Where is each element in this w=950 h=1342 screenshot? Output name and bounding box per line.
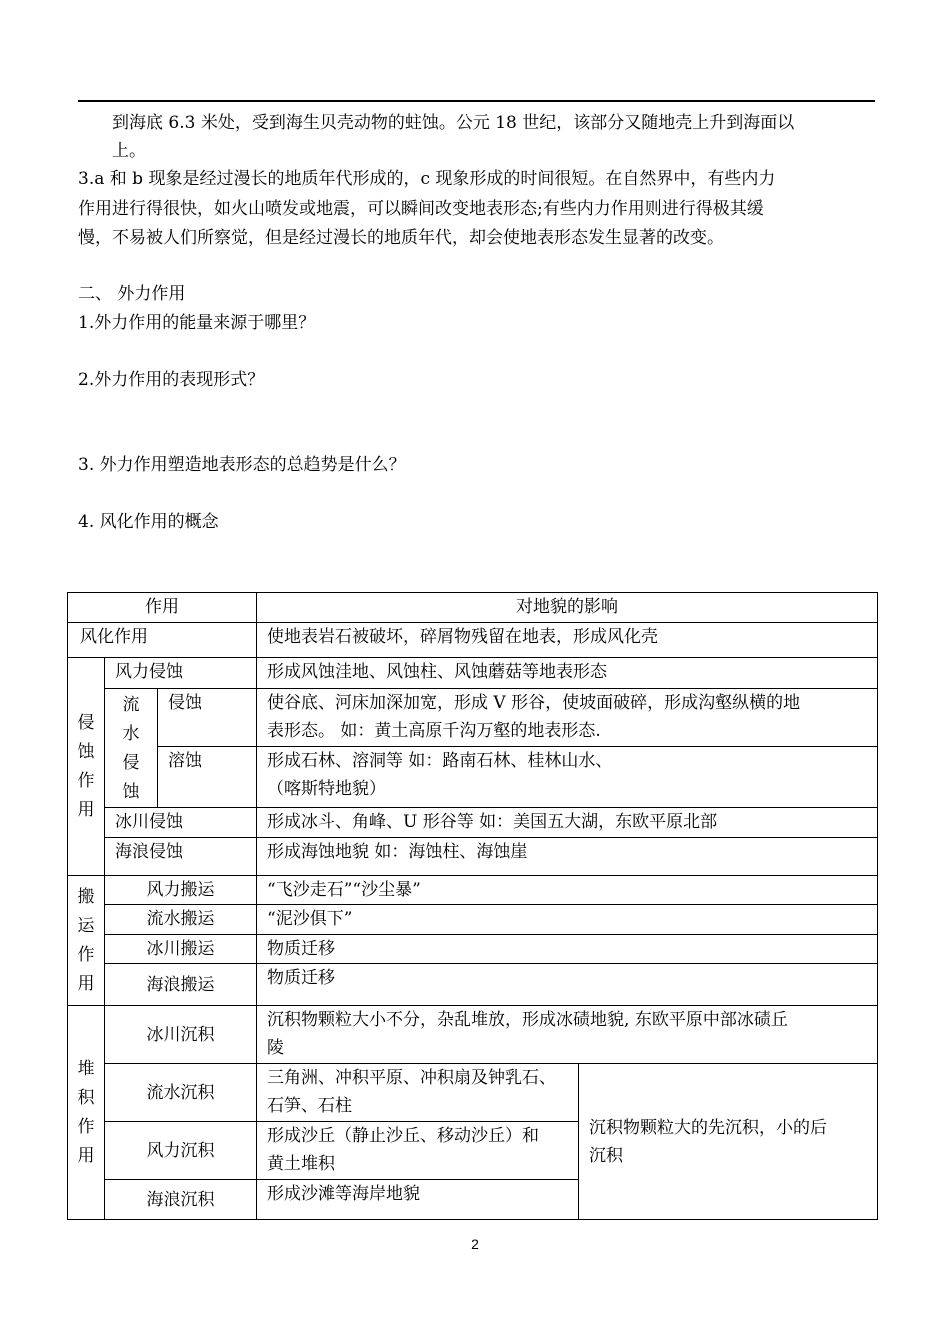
water-erosion-group-label: 流 水 侵 蚀 <box>105 689 158 808</box>
table-row <box>68 658 878 689</box>
external-forces-table <box>67 592 878 1220</box>
table-row <box>68 1064 878 1122</box>
wind-erosion-name: 风力侵蚀 <box>105 658 257 689</box>
table-row <box>68 1006 878 1064</box>
water-deposit-name: 流水沉积 <box>105 1064 257 1122</box>
table-row <box>68 689 878 747</box>
section-heading: 二、 外力作用 <box>78 284 186 304</box>
transport-name: 流水搬运 <box>105 905 257 935</box>
text-line: 到海底 6.3 米处，受到海生贝壳动物的蛀蚀。公元 18 世纪，该部分又随地壳上升到海面以 <box>112 113 795 133</box>
header-action: 作用 <box>68 593 257 623</box>
glacier-erosion-effect: 形成冰斗、角峰、U 形谷等 如：美国五大湖，东欧平原北部 <box>257 808 878 838</box>
question-1: 1.外力作用的能量来源于哪里？ <box>78 313 316 333</box>
transport-name: 风力搬运 <box>105 876 257 905</box>
table-row <box>68 905 878 935</box>
weathering-name: 风化作用 <box>68 623 257 658</box>
question-2: 2.外力作用的表现形式？ <box>78 370 265 390</box>
solution-name: 溶蚀 <box>158 747 257 808</box>
transport-effect: 物质迁移 <box>257 964 878 1006</box>
glacier-deposit-effect: 沉积物颗粒大小不分，杂乱堆放，形成冰碛地貌, 东欧平原中部冰碛丘 陵 <box>257 1006 878 1064</box>
text-line: 作用进行得很快，如火山喷发或地震，可以瞬间改变地表形态;有些内力作用则进行得极其缓 <box>78 199 764 219</box>
wind-deposit-effect: 形成沙丘（静止沙丘、移动沙丘）和 黄土堆积 <box>257 1122 579 1180</box>
weathering-effect: 使地表岩石被破坏，碎屑物残留在地表，形成风化壳 <box>257 623 878 658</box>
question-3: 3. 外力作用塑造地表形态的总趋势是什么？ <box>78 455 406 475</box>
solution-effect: 形成石林、溶洞等 如：路南石林、桂林山水、 （喀斯特地貌） <box>257 747 878 808</box>
table-row <box>68 935 878 964</box>
wave-erosion-effect: 形成海蚀地貌 如：海蚀柱、海蚀崖 <box>257 838 878 876</box>
transport-name: 海浪搬运 <box>105 964 257 1006</box>
deposition-group-label: 堆 积 作 用 <box>68 1006 105 1220</box>
transport-group-label: 搬 运 作 用 <box>68 876 105 1006</box>
table-row <box>68 876 878 905</box>
erosion-group-label: 侵 蚀 作 用 <box>68 658 105 876</box>
table-row <box>68 808 878 838</box>
table-row <box>68 964 878 1006</box>
table-row <box>68 747 878 808</box>
wave-erosion-name: 海浪侵蚀 <box>105 838 257 876</box>
glacier-deposit-name: 冰川沉积 <box>105 1006 257 1064</box>
page-number: 2 <box>471 1236 479 1252</box>
water-erosion-name: 侵蚀 <box>158 689 257 747</box>
table-row <box>68 838 878 876</box>
transport-effect: “飞沙走石”“沙尘暴” <box>257 876 878 905</box>
transport-name: 冰川搬运 <box>105 935 257 964</box>
wave-deposit-effect: 形成沙滩等海岸地貌 <box>257 1180 579 1220</box>
transport-effect: “泥沙俱下” <box>257 905 878 935</box>
deposition-note: 沉积物颗粒大的先沉积，小的后 沉积 <box>579 1064 878 1220</box>
transport-effect: 物质迁移 <box>257 935 878 964</box>
wind-erosion-effect: 形成风蚀洼地、风蚀柱、风蚀蘑菇等地表形态 <box>257 658 878 689</box>
table-header-row <box>68 593 878 623</box>
header-rule <box>78 100 875 102</box>
question-4: 4. 风化作用的概念 <box>78 512 219 532</box>
wind-deposit-name: 风力沉积 <box>105 1122 257 1180</box>
water-erosion-effect: 使谷底、河床加深加宽，形成 V 形谷，使坡面破碎，形成沟壑纵横的地 表形态。 如：黄土高原千沟万壑的地表形态. <box>257 689 878 747</box>
table-row <box>68 623 878 658</box>
wave-deposit-name: 海浪沉积 <box>105 1180 257 1220</box>
water-deposit-effect: 三角洲、冲积平原、冲积扇及钟乳石、 石笋、石柱 <box>257 1064 579 1122</box>
glacier-erosion-name: 冰川侵蚀 <box>105 808 257 838</box>
text-line: 3.a 和 b 现象是经过漫长的地质年代形成的，c 现象形成的时间很短。在自然界中，有些内力 <box>78 169 776 189</box>
text-line: 上。 <box>112 141 146 161</box>
text-line: 慢，不易被人们所察觉，但是经过漫长的地质年代，却会使地表形态发生显著的改变。 <box>78 228 724 248</box>
header-effect: 对地貌的影响 <box>257 593 878 623</box>
